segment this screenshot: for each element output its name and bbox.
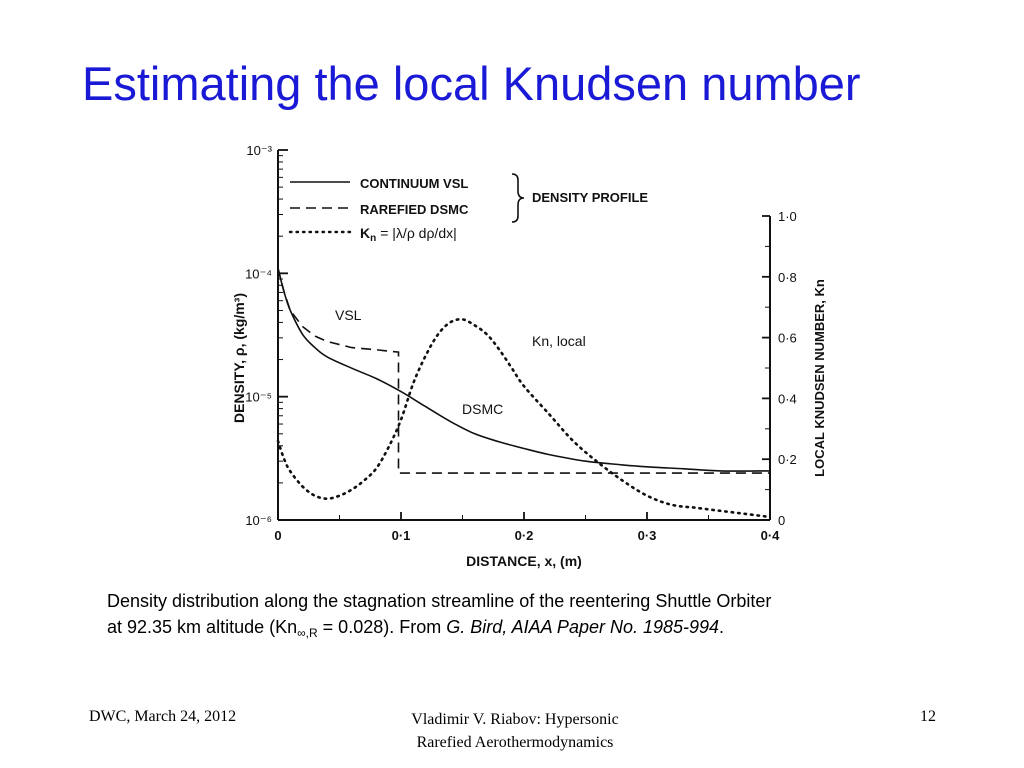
series-continuum-vsl: [278, 268, 770, 471]
series-rarefied-dsmc: [278, 268, 770, 473]
annotation-vsl: VSL: [335, 307, 362, 323]
right-tick-label: 0·4: [778, 391, 797, 407]
annotation-kn-local: Kn, local: [532, 333, 586, 349]
series-knudsen-number: [278, 319, 770, 517]
x-ticks: [274, 512, 780, 543]
legend: [290, 174, 648, 244]
x-tick-label: 0·1: [391, 528, 411, 543]
right-tick-label: 0·2: [778, 452, 797, 468]
annotation-dsmc: DSMC: [462, 401, 504, 417]
right-tick-label: 1·0: [778, 209, 797, 224]
series-layer: [278, 268, 770, 517]
caption-line1: Density distribution along the stagnation streamline of the reentering Shuttle Orbiter: [107, 591, 772, 611]
footer-date: DWC, March 24, 2012: [89, 708, 237, 725]
left-tick-label: 10⁻⁶: [245, 513, 272, 528]
x-tick-label: 0·4: [760, 528, 780, 543]
knudsen-figure: [200, 128, 860, 583]
left-tick-label: 10⁻⁴: [245, 266, 272, 282]
legend-label-kn: $K_n = |\lambda/\rho$ dρ/dx|: [360, 225, 457, 244]
x-axis-label: DISTANCE, x, (m): [466, 553, 582, 569]
footer-author-line2: Rarefied Aerothermodynamics: [416, 734, 614, 751]
slide-title: Estimating the local Knudsen number: [82, 57, 861, 110]
caption-subscript: ∞,R: [297, 626, 318, 640]
caption-line2-mid: = 0.028). From: [317, 617, 447, 637]
left-tick-label: 10⁻⁵: [245, 389, 272, 405]
density-knudsen-chart: [200, 128, 860, 578]
figure-caption: [107, 588, 967, 646]
chart-axes: [278, 150, 770, 520]
legend-brace: [512, 174, 524, 222]
footer-author: [350, 708, 680, 754]
right-tick-label: 0: [778, 513, 786, 528]
right-tick-label: 0·8: [778, 269, 797, 285]
caption-line2-end: .: [719, 617, 725, 637]
x-tick-label: 0·3: [637, 528, 657, 543]
legend-group-label: DENSITY PROFILE: [532, 190, 649, 205]
y-right-axis-label: LOCAL KNUDSEN NUMBER, Kn: [812, 279, 827, 477]
left-ticks: [245, 143, 288, 528]
x-tick-label: 0·2: [514, 528, 534, 543]
right-ticks: [762, 209, 797, 528]
y-left-axis-label: DENSITY, ρ, (kg/m³): [231, 292, 247, 424]
caption-line2-pre: at 92.35 km altitude (Kn: [107, 617, 298, 637]
footer-author-line1: Vladimir V. Riabov: Hypersonic: [411, 711, 619, 728]
legend-label-continuum: CONTINUUM VSL: [360, 176, 469, 191]
legend-label-rarefied: RAREFIED DSMC: [360, 202, 469, 217]
x-tick-label: 0: [274, 528, 282, 543]
right-tick-label: 0·6: [778, 330, 797, 346]
caption-citation: G. Bird, AIAA Paper No. 1985-994: [446, 617, 720, 637]
page-number: 12: [920, 708, 936, 725]
left-tick-label: 10⁻³: [246, 143, 272, 158]
